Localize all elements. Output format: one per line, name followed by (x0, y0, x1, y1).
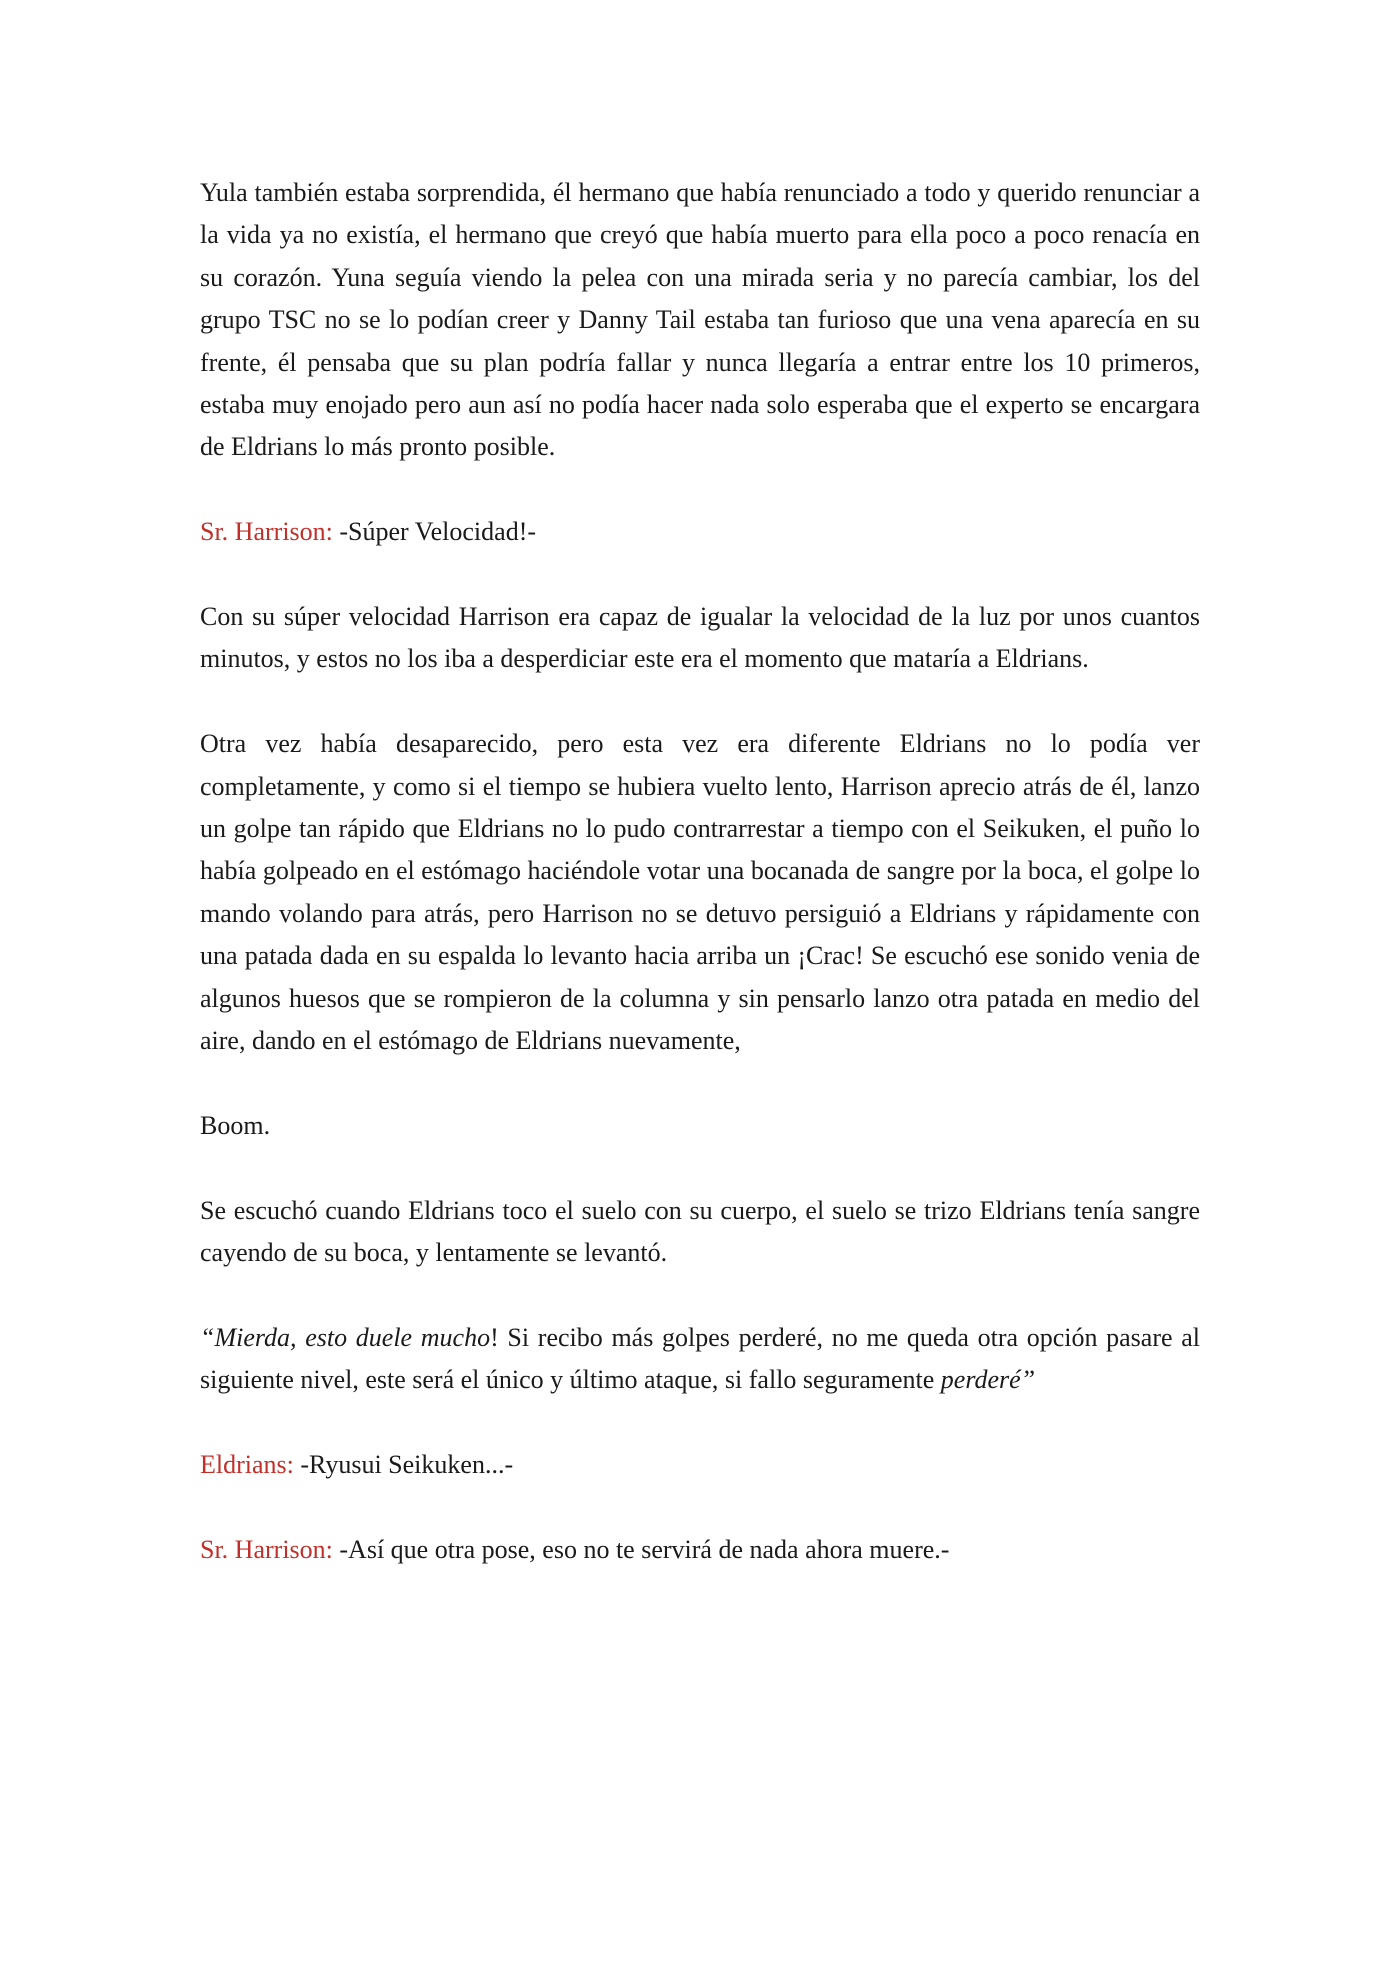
thought-italic-text: perderé” (940, 1365, 1036, 1395)
narration-paragraph: Yula también estaba sorprendida, él hermano que había renunciado a todo y querido renunciar a la vida ya no existía, el hermano que creyó que había muerto para ella poco a poco renacía en su corazón. Yuna seguía viendo la pelea con una mirada seria y no parecía cambiar, los del grupo TSC no se lo podían creer y Danny Tail estaba tan furioso que una vena aparecía en su frente, él pensaba que su plan podría fallar y nunca llegaría a entrar entre los 10 primeros, estaba muy enojado pero aun así no podía hacer nada solo esperaba que el experto se encargara de Eldrians lo más pronto posible. (200, 178, 1200, 462)
speaker-name: Eldrians: (200, 1450, 294, 1480)
thought-italic-text: “Mierda, esto duele mucho (200, 1322, 491, 1352)
dialogue-text: -Así que otra pose, eso no te servirá de nada ahora muere.- (332, 1534, 950, 1564)
narration-paragraph: Se escuchó cuando Eldrians toco el suelo con su cuerpo, el suelo se trizo Eldrians tenía sangre cayendo de su boca, y lentamente se levantó. (200, 1195, 1200, 1268)
thought-paragraph (200, 1317, 1200, 1402)
document-body (200, 172, 1200, 1614)
narration-paragraph: Otra vez había desaparecido, pero esta vez era diferente Eldrians no lo podía ver completamente, y como si el tiempo se hubiera vuelto lento, Harrison aprecio atrás de él, lanzo un golpe tan rápido que Eldrians no lo pudo contrarrestar a tiempo con el Seikuken, el puño lo había golpeado en el estómago haciéndole votar una bocanada de sangre por la boca, el golpe lo mando volando para atrás, pero Harrison no se detuvo persiguió a Eldrians y rápidamente con una patada dada en su espalda lo levanto hacia arriba un ¡Crac! Se escuchó ese sonido venia de algunos huesos que se rompieron de la columna y sin pensarlo lanzo otra patada en medio del aire, dando en el estómago de Eldrians nuevamente, (200, 729, 1200, 1056)
dialogue-text: -Ryusui Seikuken...- (293, 1450, 514, 1480)
thought-text: ! Si recibo más golpes perderé, no me queda otra opción pasare al siguiente nivel, este será el único y último ataque, si fallo seguramente (200, 1322, 1200, 1395)
dialogue-line (200, 1529, 1200, 1571)
speaker-name: Sr. Harrison: (200, 517, 333, 547)
dialogue-line (200, 1444, 1200, 1486)
dialogue-line (200, 511, 1200, 553)
narration-paragraph: Con su súper velocidad Harrison era capaz de igualar la velocidad de la luz por unos cuantos minutos, y estos no los iba a desperdiciar este era el momento que mataría a Eldrians. (200, 602, 1200, 674)
dialogue-text: -Súper Velocidad!- (332, 517, 537, 547)
sound-effect-line: Boom. (200, 1110, 271, 1140)
speaker-name: Sr. Harrison: (200, 1534, 333, 1564)
